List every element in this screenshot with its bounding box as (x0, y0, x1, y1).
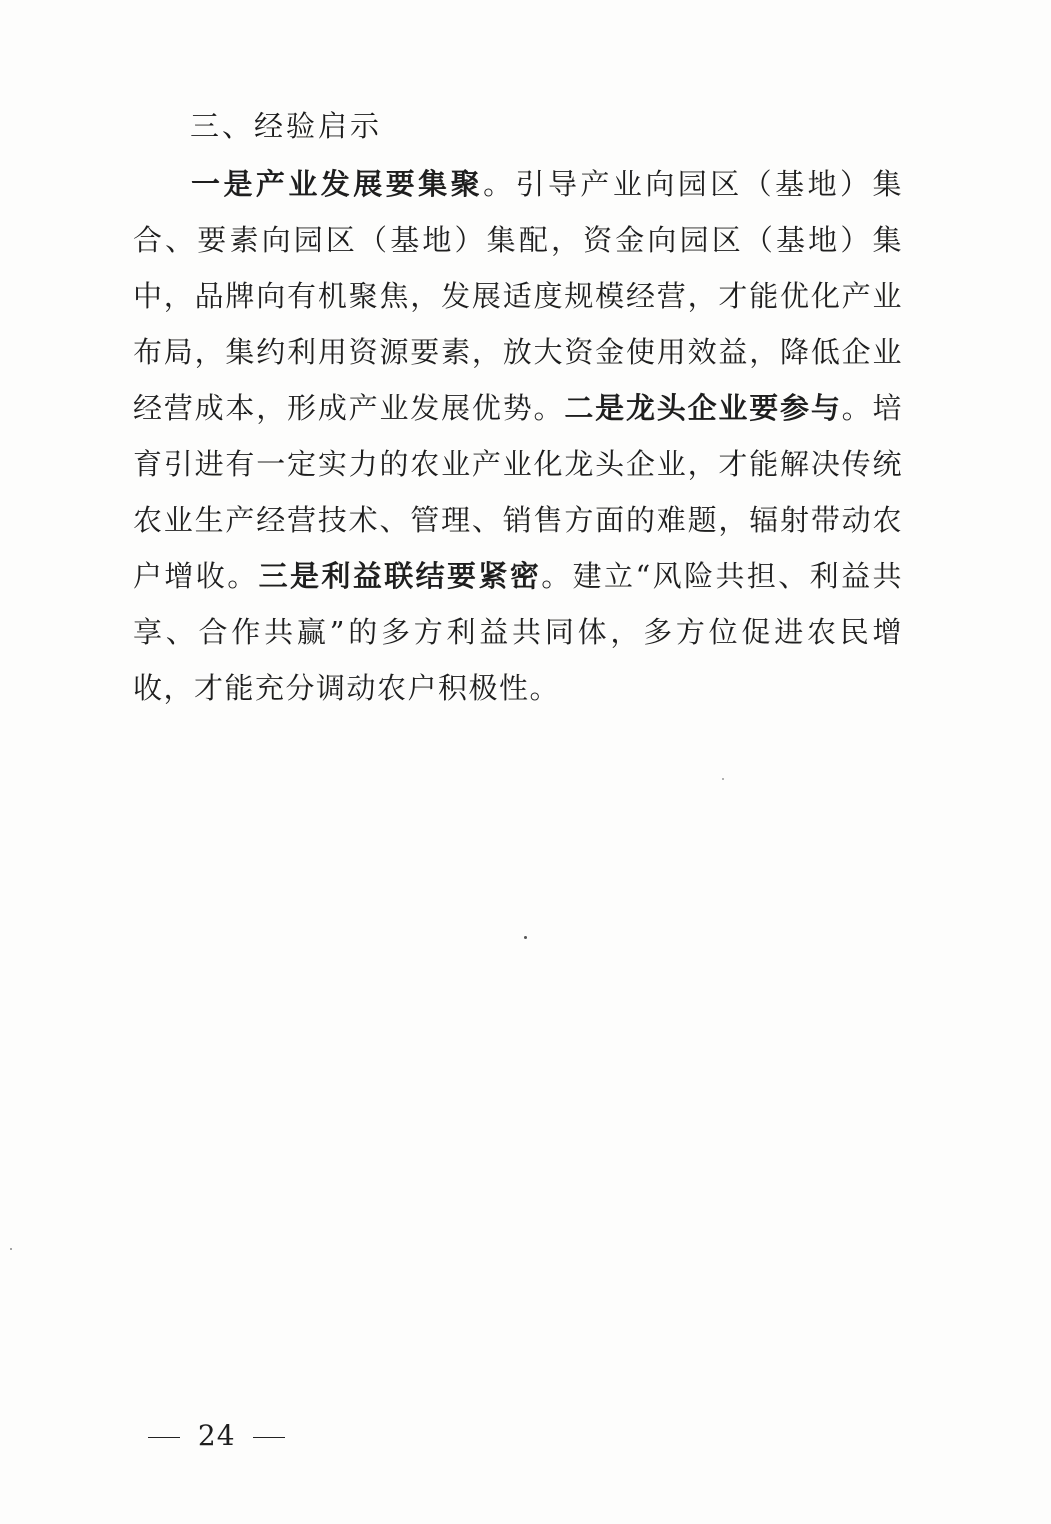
scan-speck (524, 936, 527, 939)
page-number: 24 (197, 1419, 236, 1452)
body-paragraph (133, 156, 903, 716)
item3-lead: 三是利益联结要紧密 (258, 559, 542, 593)
item2-text: 。培育引进有一定实力的农业产业化龙头企业，才能解决传统农业生产经营技术、管理、销售方面的难题，辐射带动农户增收。 (133, 391, 903, 593)
item1-text: 。引导产业向园区（基地）集合、要素向园区（基地）集配，资金向园区（基地）集中，品牌向有机聚焦，发展适度规模经营，才能优化产业布局，集约利用资源要素，放大资金使用效益，降低企业经营成本，形成产业发展优势。 (133, 167, 903, 425)
item2-lead: 二是龙头企业要参与 (564, 391, 842, 425)
page-footer (140, 1418, 293, 1454)
item1-lead: 一是产业发展要集聚 (191, 167, 484, 201)
section-heading: 三、经验启示 (190, 109, 383, 143)
scan-speck (10, 1248, 12, 1250)
item3-text: 。建立“风险共担、利益共享、合作共赢”的多方利益共同体，多方位促进农民增收，才能充分调动农户积极性。 (133, 559, 903, 705)
scan-speck (722, 778, 724, 780)
footer-dash-left (148, 1437, 180, 1438)
footer-dash-right (253, 1437, 285, 1438)
